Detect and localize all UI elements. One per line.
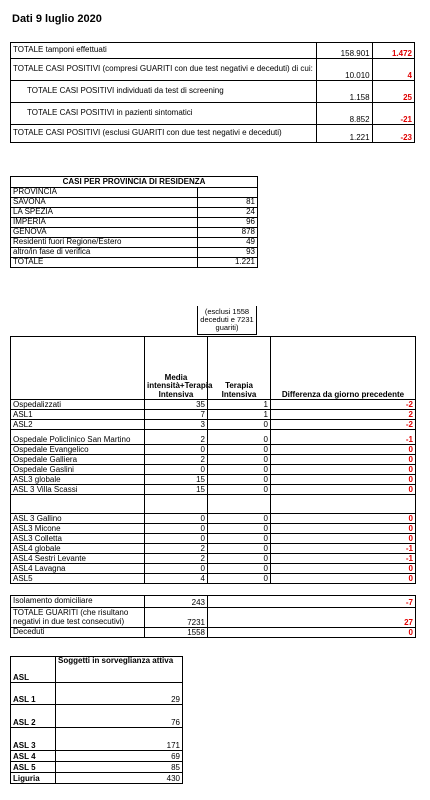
province-row — [11, 208, 258, 218]
hospital-name — [11, 495, 145, 514]
province-value: 96 — [198, 218, 258, 228]
hospital-media: 35 — [145, 400, 208, 410]
hospital-ti: 0 — [208, 574, 271, 584]
summary-value: 8.852 — [316, 103, 372, 125]
hospital-row — [11, 524, 416, 534]
hospital-row — [11, 485, 416, 495]
hospital-name: Ospedale Policlinico San Martino — [11, 430, 145, 445]
summary-delta: 25 — [372, 81, 414, 103]
hospital-row — [11, 554, 416, 564]
province-name: SAVONA — [11, 198, 198, 208]
hospital-header-name — [11, 337, 145, 400]
hospital-ti: 0 — [208, 564, 271, 574]
surveillance-value: 85 — [56, 762, 183, 773]
status-row — [11, 628, 416, 638]
hospital-diff — [271, 495, 416, 514]
surveillance-value: 29 — [56, 683, 183, 705]
surveillance-value: 430 — [56, 773, 183, 784]
hospital-name: Ospedale Evangelico — [11, 445, 145, 455]
province-value: 878 — [198, 228, 258, 238]
hospital-ti: 0 — [208, 445, 271, 455]
hospital-media: 2 — [145, 455, 208, 465]
hospital-diff: 0 — [271, 465, 416, 475]
surveillance-row — [11, 762, 183, 773]
summary-row — [11, 125, 415, 143]
hospital-media: 0 — [145, 445, 208, 455]
hospital-diff: 2 — [271, 410, 416, 420]
summary-value: 10.010 — [316, 59, 372, 81]
summary-delta: -21 — [372, 103, 414, 125]
hospital-name: Ospedalizzati — [11, 400, 145, 410]
surveillance-row — [11, 705, 183, 728]
hospital-ti: 0 — [208, 554, 271, 564]
hospital-header-row — [11, 337, 416, 400]
hospital-row — [11, 544, 416, 554]
hospital-name: ASL3 globale — [11, 475, 145, 485]
hospital-diff: 0 — [271, 485, 416, 495]
hospital-ti: 0 — [208, 534, 271, 544]
province-row — [11, 228, 258, 238]
province-header-row — [11, 177, 258, 188]
hospital-row — [11, 400, 416, 410]
province-name: TOTALE — [11, 258, 198, 268]
hospital-header-ti: Terapia Intensiva — [208, 337, 271, 400]
hospital-diff: -2 — [271, 400, 416, 410]
surveillance-row — [11, 728, 183, 751]
summary-value: 158.901 — [316, 43, 372, 59]
hospital-media: 0 — [145, 465, 208, 475]
summary-row — [11, 103, 415, 125]
status-value: 7231 — [145, 608, 208, 628]
hospital-media: 0 — [145, 514, 208, 524]
status-delta: 27 — [208, 608, 416, 628]
hospital-ti: 0 — [208, 420, 271, 430]
summary-delta: 1.472 — [372, 43, 414, 59]
hospital-ti: 0 — [208, 544, 271, 554]
province-subheader-empty — [198, 188, 258, 198]
surveillance-header-row — [11, 657, 183, 683]
hospital-media: 15 — [145, 485, 208, 495]
hospital-row — [11, 430, 416, 445]
hospital-row — [11, 465, 416, 475]
surveillance-value: 76 — [56, 705, 183, 728]
summary-label: TOTALE tamponi effettuati — [11, 43, 317, 59]
hospital-media: 0 — [145, 524, 208, 534]
hospital-diff: 0 — [271, 564, 416, 574]
status-label: TOTALE GUARITI (che risultano negativi in due test consecutivi) — [11, 608, 145, 628]
hospital-name: ASL4 globale — [11, 544, 145, 554]
status-value: 1558 — [145, 628, 208, 638]
hospital-name: ASL2 — [11, 420, 145, 430]
hospital-header-media: Media intensità+Terapia Intensiva — [145, 337, 208, 400]
hospital-row — [11, 564, 416, 574]
hospital-ti: 1 — [208, 400, 271, 410]
hospital-media: 0 — [145, 564, 208, 574]
hospital-name: ASL3 Micone — [11, 524, 145, 534]
hospital-ti: 0 — [208, 430, 271, 445]
hospital-diff: -1 — [271, 544, 416, 554]
hospital-row — [11, 455, 416, 465]
hospital-ti: 0 — [208, 465, 271, 475]
hospital-name: Ospedale Galliera — [11, 455, 145, 465]
hospital-table — [10, 336, 416, 584]
hospital-name: ASL4 Lavagna — [11, 564, 145, 574]
hospital-row — [11, 495, 416, 514]
hospital-name: Ospedale Gaslini — [11, 465, 145, 475]
province-name: Residenti fuori Regione/Estero — [11, 238, 198, 248]
hospital-row — [11, 514, 416, 524]
hospital-row — [11, 534, 416, 544]
summary-value: 1.221 — [316, 125, 372, 143]
province-note: (esclusi 1558 deceduti e 7231 guariti) — [198, 306, 257, 335]
hospital-row — [11, 475, 416, 485]
summary-table — [10, 42, 415, 143]
hospital-media: 4 — [145, 574, 208, 584]
summary-label: TOTALE CASI POSITIVI (compresi GUARITI con due test negativi e deceduti) di cui: — [11, 59, 317, 81]
surveillance-table — [10, 656, 183, 784]
hospital-name: ASL3 Colletta — [11, 534, 145, 544]
province-row — [11, 258, 258, 268]
province-note-table — [197, 306, 257, 335]
hospital-row — [11, 445, 416, 455]
province-value: 1.221 — [198, 258, 258, 268]
province-table — [10, 176, 258, 268]
hospital-diff: 0 — [271, 574, 416, 584]
hospital-diff: -1 — [271, 430, 416, 445]
hospital-row — [11, 420, 416, 430]
status-table — [10, 595, 416, 638]
summary-value: 1.158 — [316, 81, 372, 103]
surveillance-row — [11, 773, 183, 784]
status-delta: -7 — [208, 596, 416, 608]
hospital-media: 2 — [145, 544, 208, 554]
hospital-name: ASL 3 Villa Scassi — [11, 485, 145, 495]
province-row — [11, 198, 258, 208]
status-delta: 0 — [208, 628, 416, 638]
surveillance-asl: Liguria — [11, 773, 56, 784]
hospital-media: 15 — [145, 475, 208, 485]
hospital-media: 2 — [145, 430, 208, 445]
province-name: IMPERIA — [11, 218, 198, 228]
surveillance-row — [11, 751, 183, 762]
province-value: 81 — [198, 198, 258, 208]
surveillance-value: 171 — [56, 728, 183, 751]
hospital-media: 0 — [145, 534, 208, 544]
hospital-diff: 0 — [271, 445, 416, 455]
hospital-ti: 0 — [208, 475, 271, 485]
province-subheader-row — [11, 188, 258, 198]
summary-label: TOTALE CASI POSITIVI individuati da test di screening — [11, 81, 317, 103]
hospital-row — [11, 574, 416, 584]
hospital-row — [11, 410, 416, 420]
hospital-ti: 1 — [208, 410, 271, 420]
hospital-media — [145, 495, 208, 514]
province-row — [11, 218, 258, 228]
surveillance-row — [11, 683, 183, 705]
hospital-diff: -1 — [271, 554, 416, 564]
hospital-diff: 0 — [271, 534, 416, 544]
page-title: Dati 9 luglio 2020 — [12, 13, 102, 25]
status-label: Isolamento domiciliare — [11, 596, 145, 608]
surveillance-value: 69 — [56, 751, 183, 762]
surveillance-asl: ASL 5 — [11, 762, 56, 773]
hospital-ti: 0 — [208, 524, 271, 534]
province-header: CASI PER PROVINCIA DI RESIDENZA — [11, 177, 258, 188]
surveillance-asl: ASL 1 — [11, 683, 56, 705]
province-value: 93 — [198, 248, 258, 258]
hospital-diff: 0 — [271, 514, 416, 524]
hospital-name: ASL5 — [11, 574, 145, 584]
hospital-name: ASL 3 Gallino — [11, 514, 145, 524]
hospital-media: 7 — [145, 410, 208, 420]
summary-row — [11, 81, 415, 103]
hospital-diff: 0 — [271, 455, 416, 465]
hospital-ti: 0 — [208, 485, 271, 495]
hospital-ti — [208, 495, 271, 514]
status-value: 243 — [145, 596, 208, 608]
summary-label: TOTALE CASI POSITIVI in pazienti sintomatici — [11, 103, 317, 125]
surveillance-asl: ASL 4 — [11, 751, 56, 762]
summary-delta: -23 — [372, 125, 414, 143]
hospital-diff: -2 — [271, 420, 416, 430]
province-value: 24 — [198, 208, 258, 218]
status-row — [11, 596, 416, 608]
summary-label: TOTALE CASI POSITIVI (esclusi GUARITI con due test negativi e deceduti) — [11, 125, 317, 143]
province-row — [11, 238, 258, 248]
province-row — [11, 248, 258, 258]
surveillance-header-value: Soggetti in sorveglianza attiva — [56, 657, 183, 683]
province-subheader: PROVINCIA — [11, 188, 198, 198]
province-value: 49 — [198, 238, 258, 248]
status-label: Deceduti — [11, 628, 145, 638]
province-name: LA SPEZIA — [11, 208, 198, 218]
hospital-header-diff: Differenza da giorno precedente — [271, 337, 416, 400]
hospital-name: ASL4 Sestri Levante — [11, 554, 145, 564]
summary-row — [11, 59, 415, 81]
summary-row — [11, 43, 415, 59]
hospital-diff: 0 — [271, 524, 416, 534]
hospital-ti: 0 — [208, 514, 271, 524]
surveillance-header-asl: ASL — [11, 657, 56, 683]
surveillance-asl: ASL 3 — [11, 728, 56, 751]
surveillance-asl: ASL 2 — [11, 705, 56, 728]
hospital-name: ASL1 — [11, 410, 145, 420]
province-name: altro/in fase di verifica — [11, 248, 198, 258]
summary-delta: 4 — [372, 59, 414, 81]
province-name: GENOVA — [11, 228, 198, 238]
hospital-media: 2 — [145, 554, 208, 564]
hospital-diff: 0 — [271, 475, 416, 485]
hospital-ti: 0 — [208, 455, 271, 465]
hospital-media: 3 — [145, 420, 208, 430]
status-row — [11, 608, 416, 628]
